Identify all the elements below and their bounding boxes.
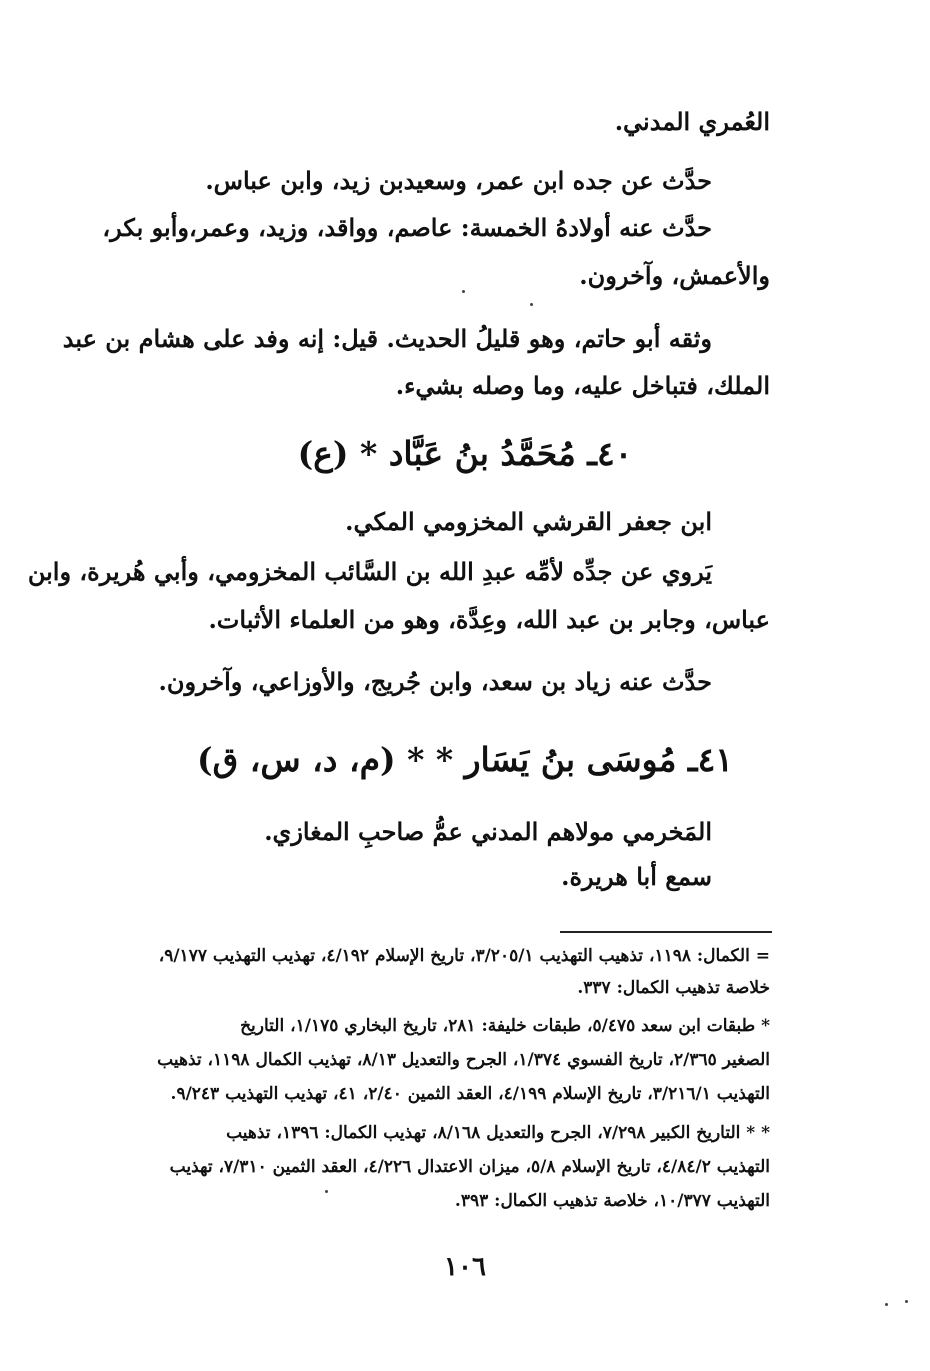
text-line: والأعمش، وآخرون. (579, 261, 770, 290)
text-line: حدَّث عنه زياد بن سعد، وابن جُريج، والأوزاعي، وآخرون. (158, 667, 712, 696)
footnote-line: التهذيب ٣/٢١٦/١، تاريخ الإسلام ٤/١٩٩، العقد الثمين ٢/٤٠، ٤١، تهذيب التهذيب ٩/٢٤٣. (170, 1084, 770, 1104)
text-line: حدَّث عنه أولادهُ الخمسة: عاصم، وواقد، وزيد، وعمر،وأبو بكر، (102, 213, 712, 242)
text-line: العُمري المدني. (614, 107, 770, 136)
text-line: المَخرمي مولاهم المدني عمُّ صاحبِ المغازي. (264, 817, 712, 846)
entry-heading-40: ٤٠ـ مُحَمَّدُ بنُ عَبَّاد * (ع) (297, 434, 633, 473)
footnote-line: الصغير ٢/٣٦٥، تاريخ الفسوي ١/٣٧٤، الجرح والتعديل ٨/١٣، تهذيب الكمال ١١٩٨، تذهيب (157, 1050, 770, 1070)
scan-speck (325, 1190, 328, 1193)
footnote-line: * * التاريخ الكبير ٧/٢٩٨، الجرح والتعديل ٨/١٦٨، تهذيب الكمال: ١٣٩٦، تذهيب (226, 1123, 770, 1143)
text-line: حدَّث عن جده ابن عمر، وسعيدبن زيد، وابن عباس. (205, 166, 712, 195)
text-line: الملك، فتباخل عليه، وما وصله بشيء. (395, 371, 770, 400)
footnote-line: خلاصة تذهيب الكمال: ٣٣٧. (577, 978, 770, 998)
text-line: وثقه أبو حاتم، وهو قليلُ الحديث. قيل: إنه وفد على هشام بن عبد (62, 324, 712, 353)
scan-speck (905, 1300, 908, 1303)
footnote-line: = الكمال: ١١٩٨، تذهيب التهذيب ٣/٢٠٥/١، تاريخ الإسلام ٤/١٩٢، تهذيب التهذيب ٩/١٧٧، (158, 946, 770, 966)
footnote-line: * طبقات ابن سعد ٥/٤٧٥، طبقات خليفة: ٢٨١، تاريخ البخاري ١/١٧٥، التاريخ (240, 1016, 770, 1036)
scan-speck (885, 1303, 888, 1306)
text-line: ابن جعفر القرشي المخزومي المكي. (345, 507, 712, 536)
text-line: يَروي عن جدِّه لأمِّه عبدِ الله بن السَّائب المخزومي، وأبي هُريرة، وابن (27, 557, 712, 586)
scan-speck (530, 303, 533, 306)
footnote-divider (560, 931, 772, 933)
text-line: سمع أبا هريرة. (561, 862, 712, 891)
footnote-line: التهذيب ٤/٨٤/٢، تاريخ الإسلام ٥/٨، ميزان الاعتدال ٤/٢٢٦، العقد الثمين ٧/٣١٠، تهذيب (169, 1157, 770, 1177)
text-line: عباس، وجابر بن عبد الله، وعِدَّة، وهو من العلماء الأثبات. (208, 605, 770, 634)
scan-speck (462, 290, 465, 293)
page-number: ١٠٦ (444, 1252, 486, 1282)
entry-heading-41: ٤١ـ مُوسَى بنُ يَسَار * * (م، د، س، ق) (196, 740, 734, 779)
footnote-line: التهذيب ١٠/٣٧٧، خلاصة تذهيب الكمال: ٣٩٣. (454, 1191, 770, 1211)
